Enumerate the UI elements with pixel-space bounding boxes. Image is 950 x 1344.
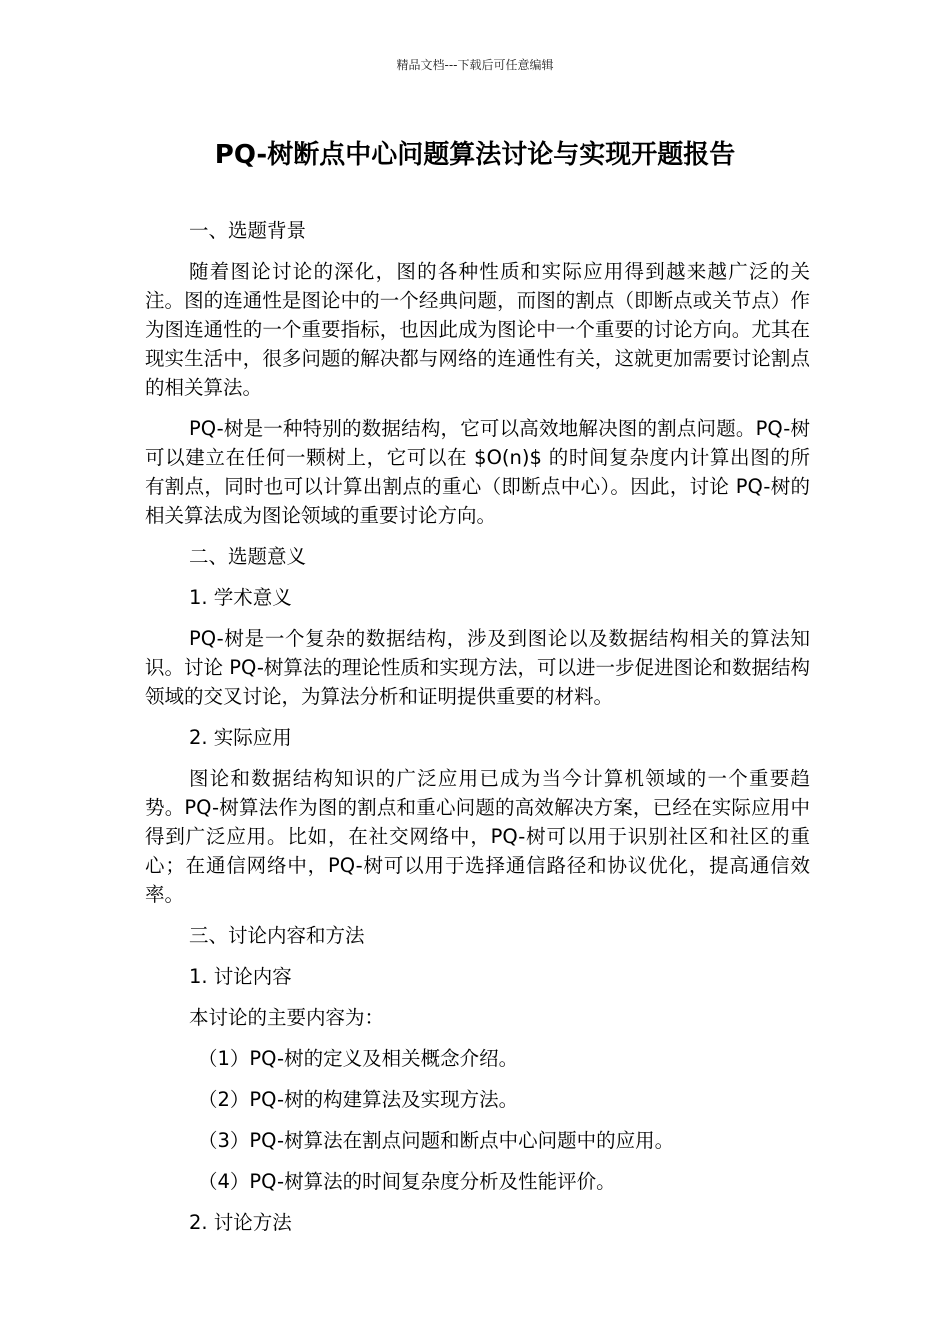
section3-heading: 三、讨论内容和方法	[189, 924, 365, 947]
section1-heading: 一、选题背景	[189, 219, 307, 242]
section2-sub1-heading: 1. 学术意义	[189, 586, 292, 609]
section3-sub1-heading: 1. 讨论内容	[189, 965, 292, 988]
section2-heading: 二、选题意义	[189, 545, 307, 568]
section3-sub2-heading: 2. 讨论方法	[189, 1211, 292, 1234]
section2-sub1-paragraph: PQ-树是一个复杂的数据结构，涉及到图论以及数据结构相关的算法知识。讨论 PQ-树算法的理论性质和实现方法，可以进一步促进图论和数据结构领域的交叉讨论，为算法分析和证明提供重要的材料。	[145, 627, 810, 708]
section2-sub2-heading: 2. 实际应用	[189, 726, 292, 749]
page-header-watermark: 精品文档---下载后可任意编辑	[396, 58, 554, 72]
list-item: （3）PQ-树算法在割点问题和断点中心问题中的应用。	[198, 1129, 675, 1152]
document-title: PQ-树断点中心问题算法讨论与实现开题报告	[214, 140, 736, 170]
list-item: （1）PQ-树的定义及相关概念介绍。	[198, 1047, 519, 1070]
section2-sub2-paragraph: 图论和数据结构知识的广泛应用已成为当今计算机领域的一个重要趋势。PQ-树算法作为图的割点和重心问题的高效解决方案，已经在实际应用中得到广泛应用。比如，在社交网络中，PQ-树可以用于识别社区和社区的重心；在通信网络中，PQ-树可以用于选择通信路径和协议优化，提高通信效率。	[145, 767, 810, 906]
section1-paragraph-1: 随着图论讨论的深化，图的各种性质和实际应用得到越来越广泛的关注。图的连通性是图论中的一个经典问题，而图的割点（即断点或关节点）作为图连通性的一个重要指标，也因此成为图论中一个重要的讨论方向。尤其在现实生活中，很多问题的解决都与网络的连通性有关，这就更加需要讨论割点的相关算法。	[145, 260, 810, 399]
section1-paragraph-2: PQ-树是一种特别的数据结构，它可以高效地解决图的割点问题。PQ-树可以建立在任何一颗树上，它可以在 $O(n)$ 的时间复杂度内计算出图的所有割点，同时也可以计算出割点的重心（即断点中心）。因此，讨论 PQ-树的相关算法成为图论领域的重要讨论方向。	[145, 417, 810, 527]
list-item: （4）PQ-树算法的时间复杂度分析及性能评价。	[198, 1170, 616, 1193]
document-body	[145, 216, 810, 1249]
section3-sub1-intro: 本讨论的主要内容为：	[189, 1006, 385, 1029]
list-item: （2）PQ-树的构建算法及实现方法。	[198, 1088, 519, 1111]
